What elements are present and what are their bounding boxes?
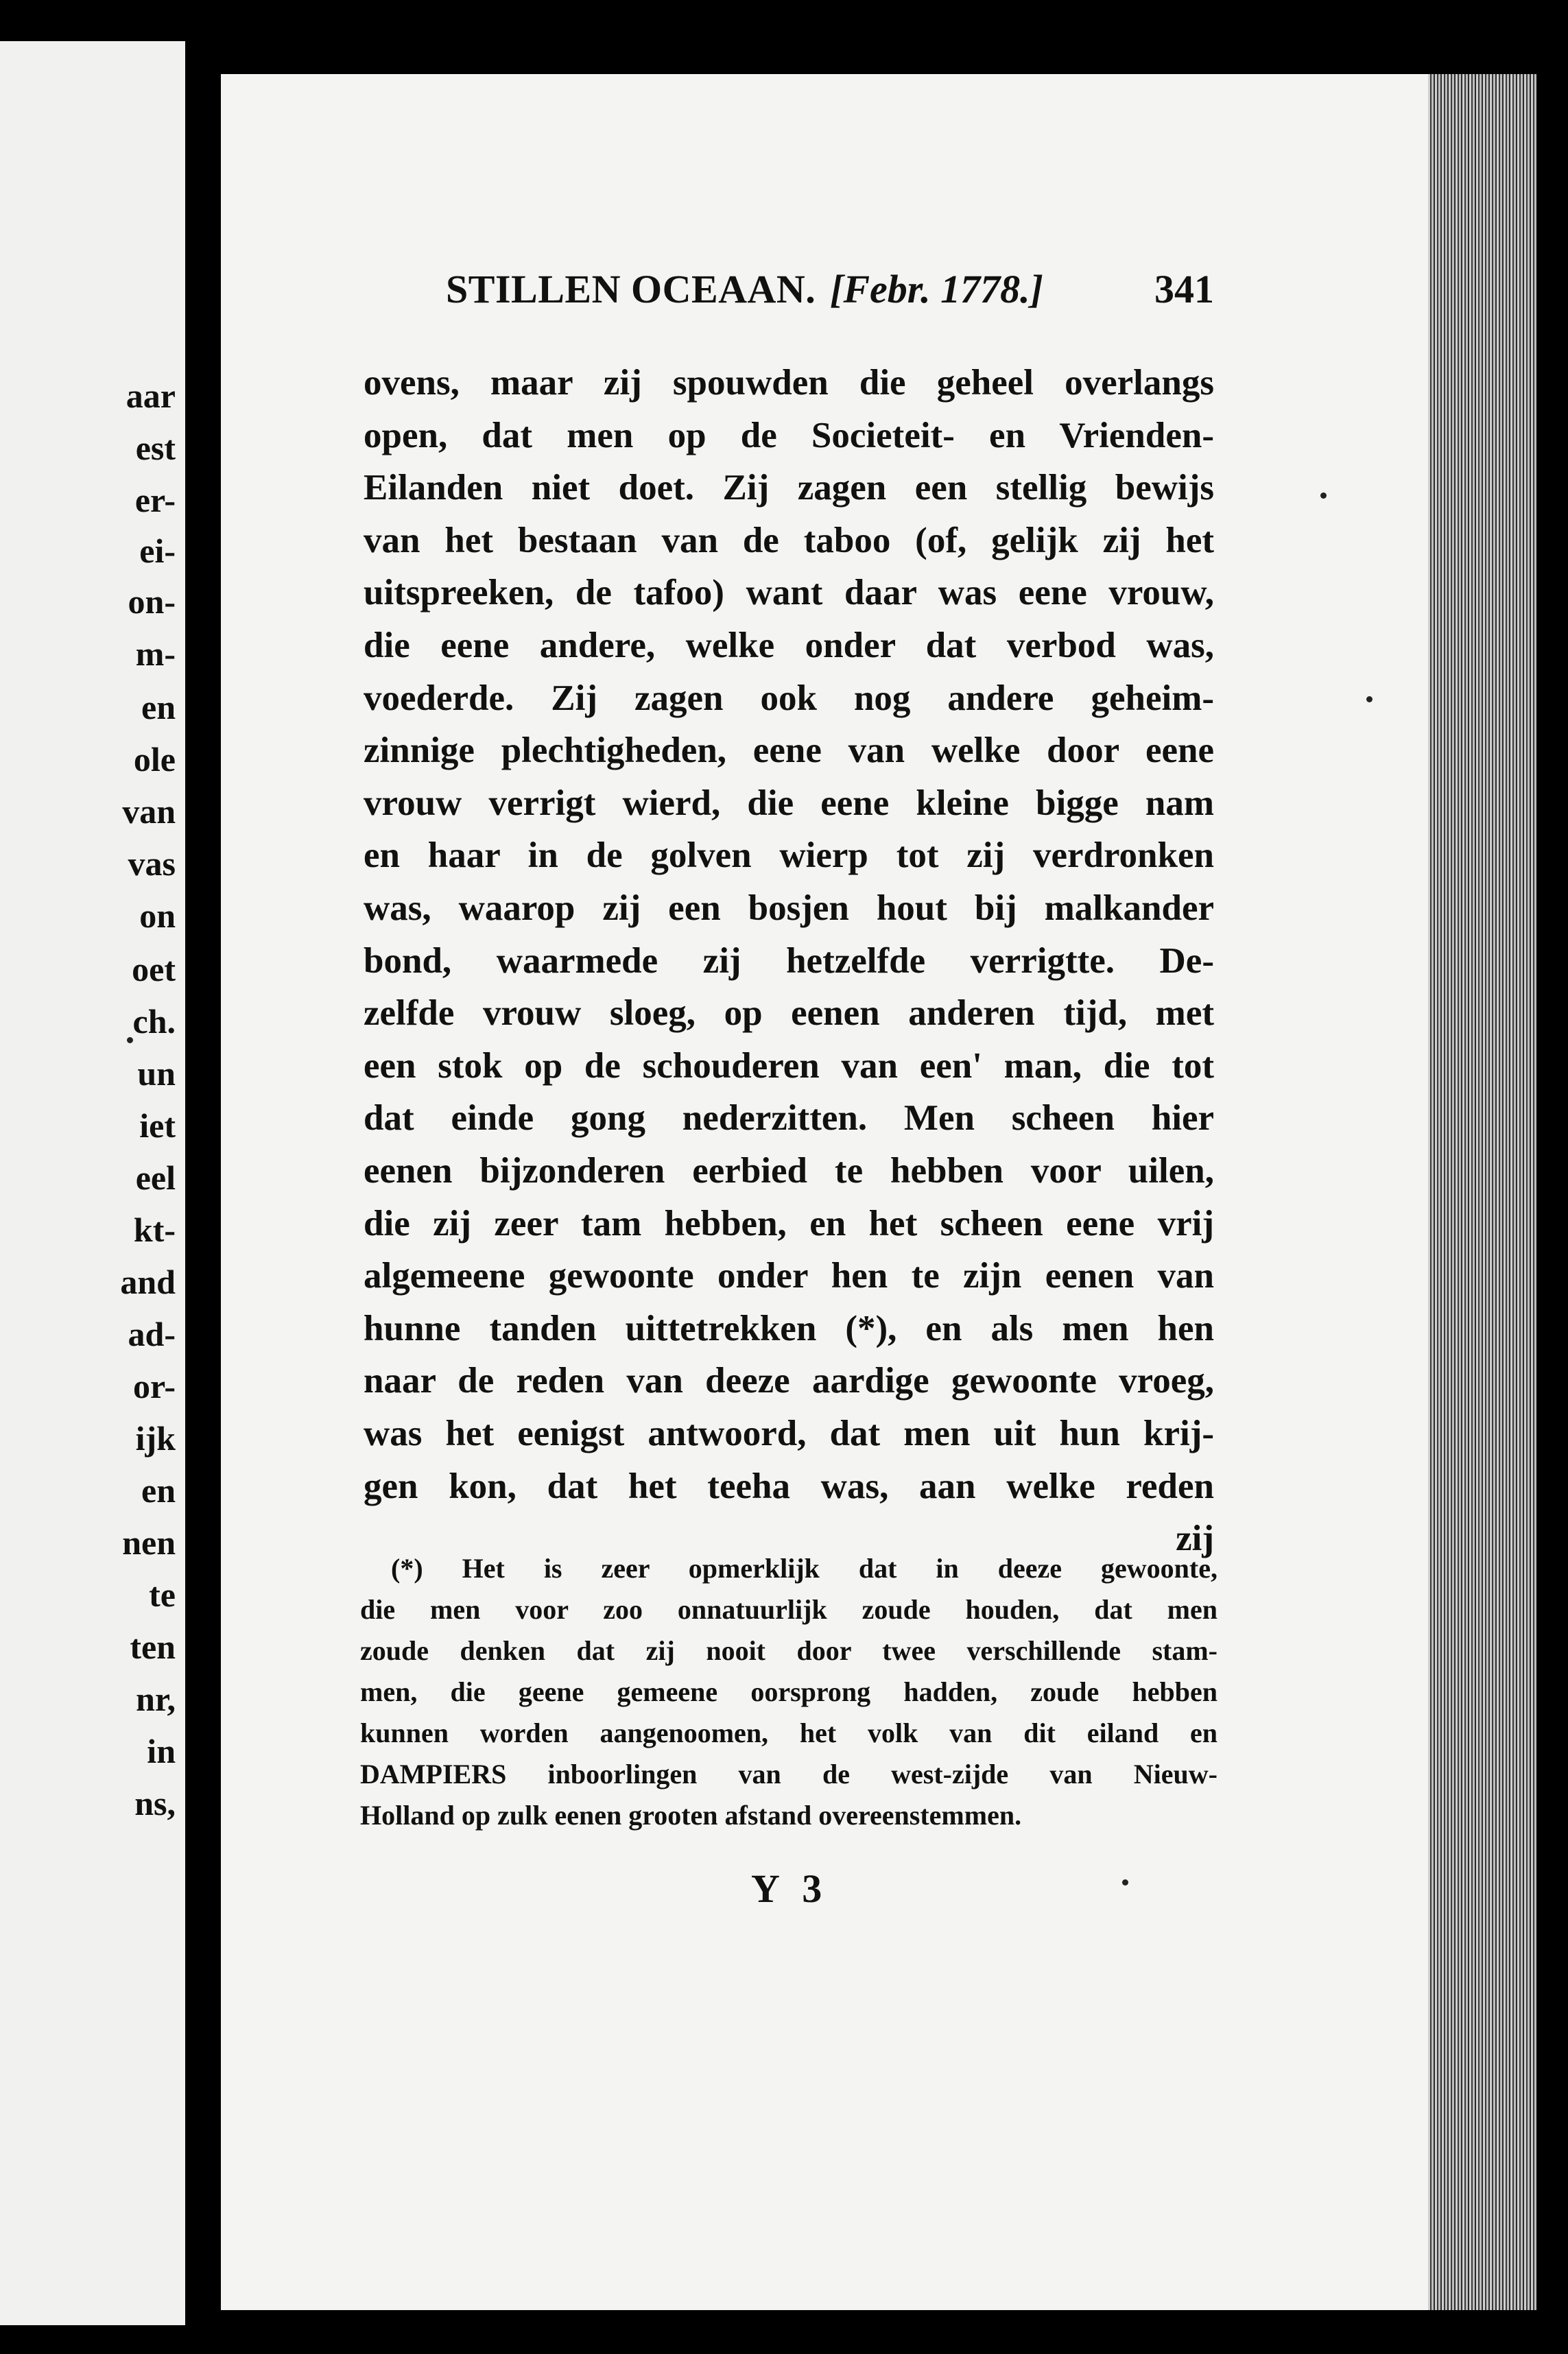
text-line: uitspreeken, de tafoo) want daar was eene vrouw, — [364, 573, 1214, 613]
text-line: zelfde vrouw sloeg, op eenen anderen tijd, met — [364, 993, 1214, 1033]
ink-speck — [127, 1037, 133, 1043]
text-line: Eilanden niet doet. Zij zagen een stellig bewijs — [364, 468, 1214, 508]
previous-page-fragment — [0, 41, 185, 2325]
left-page-line-fragment: kt- — [133, 1211, 176, 1249]
left-page-line-fragment: on — [139, 896, 176, 935]
text-line: een stok op de schouderen van een' man, die tot — [364, 1046, 1214, 1086]
left-page-line-fragment: ad- — [128, 1315, 176, 1353]
left-page-line-fragment: un — [137, 1054, 176, 1093]
text-line: ovens, maar zij spouwden die geheel overlangs — [364, 363, 1214, 403]
left-page-line-fragment: ei- — [139, 532, 176, 570]
ink-speck — [1366, 696, 1373, 702]
left-page-line-fragment: ns, — [134, 1784, 176, 1822]
left-page-line-fragment: on- — [128, 582, 176, 621]
text-line: open, dat men op de Societeit- en Vrienden- — [364, 416, 1214, 455]
page-number: 341 — [1154, 267, 1214, 311]
text-line: algemeene gewoonte onder hen te zijn eenen van — [364, 1256, 1214, 1296]
left-page-line-fragment: and — [120, 1263, 176, 1301]
left-page-line-fragment: iet — [139, 1106, 176, 1145]
text-line: bond, waarmede zij hetzelfde verrigtte. De- — [364, 941, 1214, 981]
left-page-line-fragment: ten — [130, 1628, 176, 1666]
ink-speck — [1320, 492, 1327, 499]
left-page-line-fragment: est — [135, 429, 176, 467]
left-page-line-fragment: in — [147, 1732, 176, 1770]
footnote-line: Holland op zulk eenen grooten afstand overeenstemmen. — [360, 1800, 1022, 1831]
text-line: die zij zeer tam hebben, en het scheen eene vrij — [364, 1204, 1214, 1244]
left-page-line-fragment: en — [141, 688, 176, 726]
left-page-line-fragment: en — [141, 1471, 176, 1510]
left-page-line-fragment: ijk — [135, 1419, 176, 1458]
running-header — [446, 266, 1214, 321]
text-line: zij — [1176, 1519, 1214, 1558]
signature-mark: Y 3 — [751, 1866, 829, 1911]
left-page-line-fragment: or- — [133, 1367, 176, 1405]
footnote-line: kunnen worden aangenoomen, het volk van dit eiland en — [360, 1717, 1217, 1748]
left-page-line-fragment: m- — [135, 634, 176, 673]
left-page-line-fragment: nen — [122, 1523, 176, 1562]
text-line: gen kon, dat het teeha was, aan welke reden — [364, 1466, 1214, 1506]
text-line: vrouw verrigt wierd, die eene kleine bigge nam — [364, 783, 1214, 823]
left-page-line-fragment: nr, — [136, 1680, 176, 1718]
footnote-line: die men voor zoo onnatuurlijk zoude houden, dat men — [360, 1594, 1217, 1625]
left-page-line-fragment: oet — [132, 950, 176, 988]
text-line: van het bestaan van de taboo (of, gelijk zij het — [364, 521, 1214, 560]
left-page-line-fragment: eel — [135, 1158, 176, 1197]
left-page-line-fragment: te — [149, 1576, 176, 1614]
text-line: naar de reden van deeze aardige gewoonte vroeg, — [364, 1361, 1214, 1401]
text-line: was het eenigst antwoord, dat men uit hun krij- — [364, 1414, 1214, 1453]
left-page-line-fragment: ole — [133, 740, 176, 778]
left-page-line-fragment: aar — [126, 377, 176, 415]
footnote-line: zoude denken dat zij nooit door twee verschillende stam- — [360, 1635, 1217, 1666]
text-line: die eene andere, welke onder dat verbod was, — [364, 626, 1214, 665]
left-page-line-fragment: van — [122, 792, 176, 831]
text-line: zinnige plechtigheden, eene van welke door eene — [364, 730, 1214, 770]
left-page-line-fragment: er- — [134, 481, 176, 519]
text-line: eenen bijzonderen eerbied te hebben voor uilen, — [364, 1151, 1214, 1191]
text-line: dat einde gong nederzitten. Men scheen hier — [364, 1098, 1214, 1138]
footnote-line: men, die geene gemeene oorsprong hadden, zoude hebben — [360, 1676, 1217, 1707]
left-page-line-fragment: vas — [128, 844, 176, 883]
text-line: voederde. Zij zagen ook nog andere geheim- — [364, 678, 1214, 718]
header-title: STILLEN OCEAAN. — [446, 267, 816, 311]
left-page-line-fragment: ch. — [132, 1002, 176, 1041]
footnote-line: DAMPIERS inboorlingen van de west-zijde van Nieuw- — [360, 1759, 1217, 1790]
footnote-line: (*) Het is zeer opmerklijk dat in deeze gewoonte, — [391, 1553, 1217, 1584]
page-edge — [1428, 74, 1536, 2310]
header-date: [Febr. 1778.] — [830, 267, 1043, 311]
text-line: hunne tanden uittetrekken (*), en als men hen — [364, 1309, 1214, 1348]
text-line: was, waarop zij een bosjen hout bij malkander — [364, 888, 1214, 928]
ink-speck — [1122, 1879, 1128, 1886]
text-line: en haar in de golven wierp tot zij verdronken — [364, 835, 1214, 875]
